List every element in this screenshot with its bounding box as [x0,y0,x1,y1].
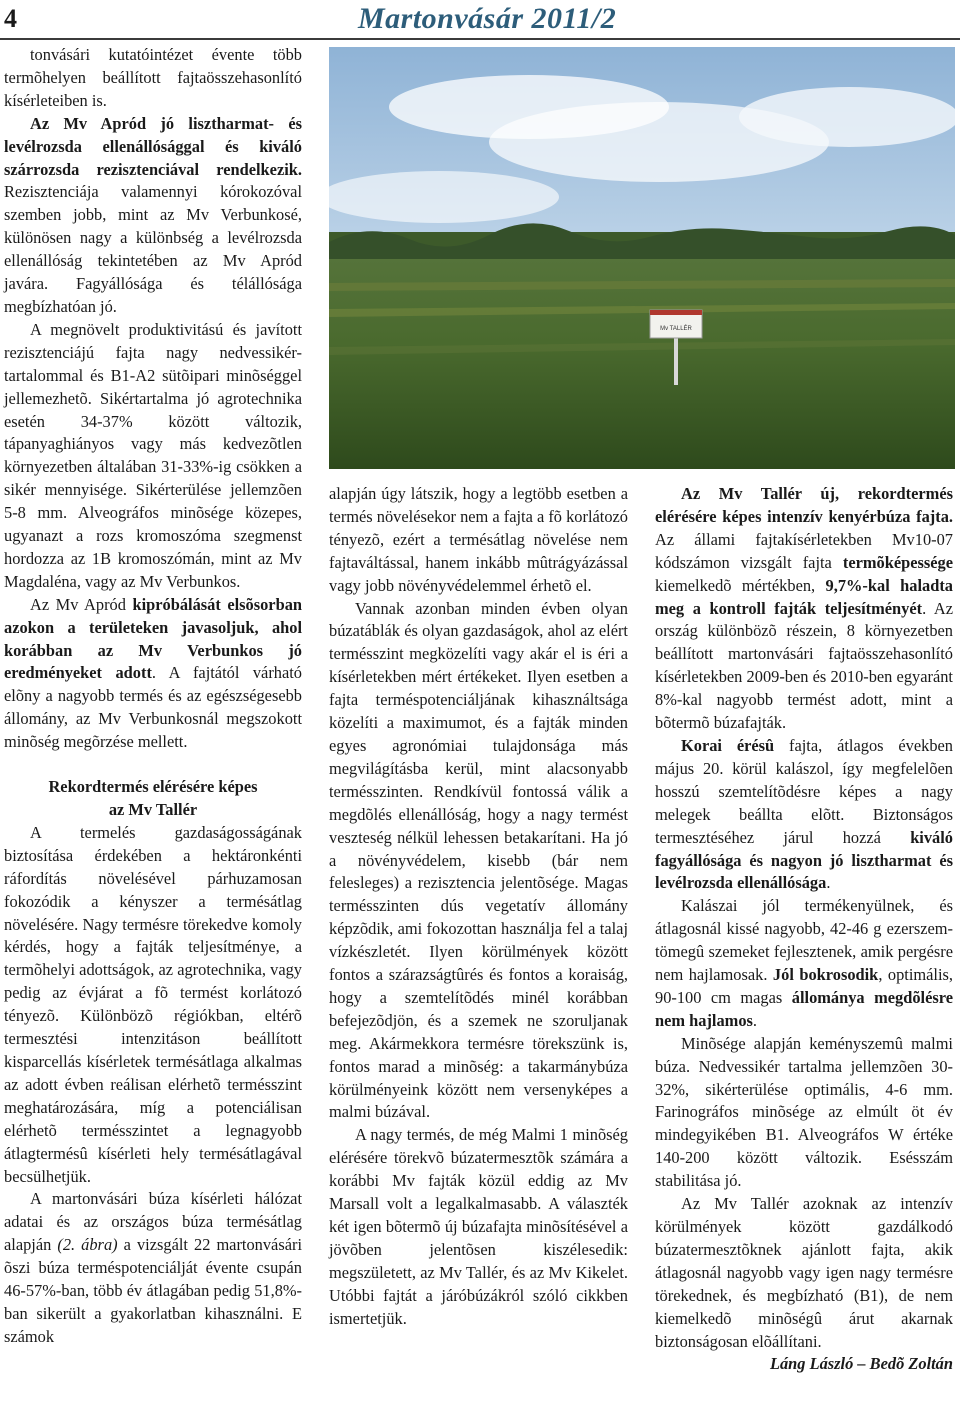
text-run: tonvásári kutatóintézet évente több termõhelyen beállított fajtaösszehasonlító kísérleteiben is. [4,45,302,110]
column-3 [655,483,953,1376]
paragraph [655,1193,953,1353]
column-2-body [329,483,628,1331]
bold-text: Az Mv Apród jó lisztharmat- és levélrozsda ellenállósággal és kiváló szárrozsda rezisztenciával rendelkezik. [4,113,302,179]
text-run: . Az ország különbözõ részein, 8 környezetben beállított martonvásári fajtaösszehasonlító kísérletekben 2009-ben és 2010-ben egyaránt 8%-kal nagyobb termést adott, mint a bõtermõ búzafajták. [655,598,953,733]
text-run: Minõsége alapján keményszemû malmi búza. Nedvessikér tartalma jellemzõen 30-32%, sikérterülése optimális, 4-6 mm. Farinográfos minõsége az elmúlt öt év mindegyikében B1. Alveográfos W értéke 140-200 között változik. Esésszám stabilitása jó. [655,1033,953,1191]
section-heading-line-2: az Mv Tallér [108,800,198,819]
cloud [739,87,955,147]
sign-stripe [650,310,702,315]
paragraph [4,319,302,594]
bold-text: állománya megdõlésre nem hajlamos [655,987,953,1030]
italic-text: (2. ábra) [57,1235,118,1255]
sign-label: Mv TALLÉR [660,326,692,332]
wheat-field [329,259,955,469]
text-run: , optimális, 90-100 cm magas [655,965,953,1007]
text-run: kiemelkedõ mértékben, [655,575,826,595]
paragraph [4,1188,302,1348]
text-run: A megnövelt produktivitású és javított rezisztenciájú fajta nagy nedvessikér-tartalommal és B1-A2 sütõipari minõséggel jellemezhetõ. Sikértartalma jó agrotechnika esetén 34-37% között változik, tápanyaghiányos vagy más kedvezõtlen környezetben általában 31-33%-ig csökken a sikér mennyisége. Sikérterülése jellemzõen 5-8 mm. Alveográfos minõsége közepes, ugyanazt a rozs kromoszóma szegmenst hordozza az 1B kromoszómán, mint az Mv Magdaléna, vagy az Mv Verbunkos. [4,319,302,591]
paragraph [329,483,628,598]
text-run: Kalászai jól termékenyülnek, és átlagosnál kissé nagyobb, 42-46 g ezerszem-tömegû szemeket fejlesztenek, amik pergésre nem hajlamosak. [655,896,953,985]
page-header [0,0,960,40]
text-run: A nagy termés, de még Malmi 1 minõség elérésére törekvõ búzatermesztõk számára a korábbi Mv fajták közül eddig az Mv Marsall volt a legalkalmasabb. A választék két igen bõtermõ új búzafajta minõsítésével a jövõben jelentõsen kiszélesedik: megszületett, az Mv Tallér, és az Mv Kikelet. Utóbbi fajtát a járóbúzákról szóló cikkben ismertetjük. [329,1125,628,1328]
paragraph [329,1124,628,1330]
paragraph [4,113,302,319]
section-heading-line-1: Rekordtermés elérésére képes [48,777,258,797]
paragraph [655,735,953,895]
text-run: Az Mv Apród [30,594,133,614]
column-3-body [655,483,953,1353]
text-run: fajta, átlagos években május 20. körül kalászol, így megfelelõen hosszú szemtelítõdésre képes a nagy melegek beállta elõtt. Biztonságos termesztéséhez járul hozzá [655,735,953,847]
magazine-masthead [358,2,616,36]
text-run: . [752,1010,757,1030]
paragraph [655,895,953,1032]
text-run: A martonvásári búza kísérleti hálózat adatai és az országos búza termésátlag alapján [4,1189,302,1255]
section-heading [4,776,302,822]
page-number: 4 [4,4,17,33]
bold-text: Korai érésû [681,735,775,755]
column-1 [4,44,302,1349]
wheat-field-photo [329,47,955,469]
column-1-body [4,44,302,754]
text-run: Vannak azonban minden évben olyan búzatáblák és olyan gazdaságok, ahol az elért termésszint megközelíti vagy akár el is éri a kísérletekben mért értékeket. Ilyen esetben a fajta terméspotenciáljának kihasználtsága közelíti a maximumot, és a fajták minden egyes agronómiai tulajdonsága más megvilágításba kerül, mint alacsonyabb termésszinten. Rendkívül fontossá válik a megdõlés ellenállóság, hogy a nagy termést veszteség nélkül lehessen betakarítani. Ha jó a növényvédelem, kisebb (bár nem felesleges) a rezisztencia jelentõsége. Magas termésszinten dús vegetatív állomány képzõdik, ami fokozottan használja fel a talaj vízkészletét. Ilyen körülmények között fontos a szárazságtûrés és fontos a koraiság, hogy a szemtelítõdés minél korábban befejezõdjön, és a szemek ne szoruljanak meg. Akármekkora termésre törekszünk is, fontos marad a minõség: a takarmánybúza körülményeink között nem versenyképes a malmi búzával. [329,598,628,1122]
text-run: alapján úgy látszik, hogy a legtöbb esetben a termés növelésekor nem a fajta a fõ korlátozó tényezõ, ezért a termésátlag növelése nem fajtaváltással, hanem inkább mûtrágyázással vagy jobb növényvédelemmel érhetõ el. [329,484,629,595]
column-2 [329,483,628,1331]
paragraph [655,483,953,735]
author-signature: Láng László – Bedõ Zoltán [769,1354,953,1374]
bold-text: Az Mv Tallér új, rekordtermés elérésére képes intenzív kenyérbúza fajta. [655,484,953,526]
bold-text: 9,7%-kal haladta meg a kontroll fajták teljesítményét [655,575,953,618]
column-1-body-continued [4,822,302,1349]
photo-illustration [329,47,955,469]
text-run: a vizsgált 22 martonvásári õszi búza terméspotenciálját évente csupán 46-57%-ban, több év átlagában pedig 51,8%-ban sikerült a gyakorlatban kihasználni. E számok [4,1235,303,1346]
text-run: A termelés gazdaságosságának biztosítása érdekében a hektáronkénti ráfordítás növelésével párhuzamosan fokozódik a kényszer a termésátlag növelésére. Nagy termésre törekedve komoly kérdés, hogy a fajták teljesítménye, a termõhelyi adottságok, az agrotechnika, vagy pedig az évjárat a fõ termést korlátozó tényezõ. Különbözõ régiókban, eltérõ termesztési intenzitáson beállított kisparcellás kísérletek termésátlaga alkalmas az adott évben reálisan elérhetõ termésszint meghatározására, míg a potenciálisan elérhetõ termésszintet a legnagyobb átlagtermésû kísérleti hely termésátlagával becsülhetjük. [4,822,302,1186]
text-run: Rezisztenciája valamennyi kórokozóval szemben jobb, mint az Mv Verbunkosé, különösen nagy a különbség a levélrozsda ellenállóság tekintetében az Mv Apród javára. Fagyállósága és télállósága megbízhatóan jó. [4,182,302,316]
magazine-title: Martonvásár [358,2,524,35]
bold-text: kipróbálását elsõsorban azokon a területeken javasoljuk, ahol korábban az Mv Verbunkos jó eredményeket adott [4,594,303,683]
magazine-issue: 2011/2 [531,2,617,35]
paragraph [329,598,628,1125]
paragraph [4,822,302,1189]
text-run: . A fajtától várható elõny a nagyobb termés és az egészségesebb állomány, az Mv Verbunkosnál megszokott minõség megõrzése mellett. [4,663,303,752]
paragraph [655,1033,953,1193]
text-run: . [826,873,831,893]
text-run: Az állami fajtakísérletekben Mv10-07 kódszámon vizsgált fajta [655,529,953,572]
bold-text: kiváló fagyállósága és nagyon jó lisztharmat és levélrozsda ellenállósága [655,827,953,893]
bold-text: Jól bokrosodik [772,965,879,985]
bold-text: termõképessége [842,552,953,572]
cloud [329,171,559,223]
text-run: Az Mv Tallér azoknak az intenzív körülmények között gazdálkodó búzatermesztõknek ajánlott fajta, akik átlagosnál nagyobb vagy igen nagy termésre törekednek, és megbízható (B1), de nem kiemelkedõ minõségû árut akarnak biztonságosan elõállítani. [655,1194,953,1351]
header-rule [0,38,960,40]
paragraph [4,44,302,113]
paragraph [4,594,302,754]
